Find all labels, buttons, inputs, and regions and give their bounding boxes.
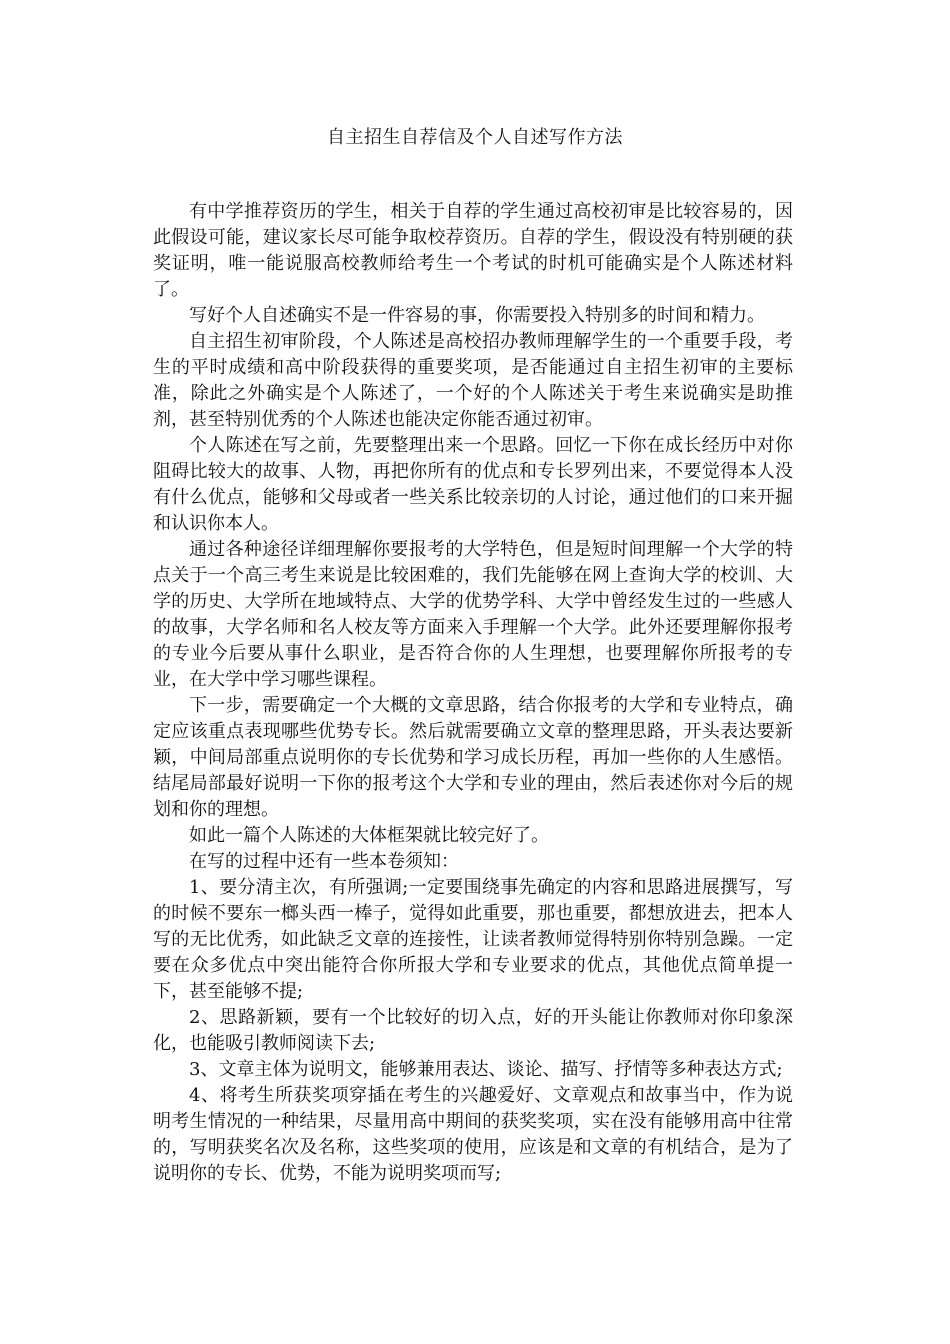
paragraph-9: 1、要分清主次，有所强调;一定要围绕事先确定的内容和思路进展撰写，写的时候不要东一榔头西一棒子，觉得如此重要，那也重要，都想放进去，把本人写的无比优秀，如此缺乏文章的连接性，让读者教师觉得特别你特别急躁。一定要在众多优点中突出能符合你所报大学和专业要求的优点，其他优点简单提一下，甚至能够不提; xyxy=(153,877,793,1002)
paragraph-2: 写好个人自述确实不是一件容易的事，你需要投入特别多的时间和精力。 xyxy=(189,305,765,326)
paragraph-3: 自主招生初审阶段，个人陈述是高校招办教师理解学生的一个重要手段，考生的平时成绩和高中阶段获得的重要奖项，是否能通过自主招生初审的主要标准，除此之外确实是个人陈述了，一个好的个人陈述关于考生来说确实是助推剂，甚至特别优秀的个人陈述也能决定你能否通过初审。 xyxy=(153,331,793,430)
paragraph-11: 3、文章主体为说明文，能够兼用表达、谈论、描写、抒情等多种表达方式; xyxy=(189,1059,783,1080)
paragraph-7: 如此一篇个人陈述的大体框架就比较完好了。 xyxy=(189,825,549,846)
document-title: 自主招生自荐信及个人自述写作方法 xyxy=(327,127,623,148)
paragraph-4: 个人陈述在写之前，先要整理出来一个思路。回忆一下你在成长经历中对你阻碍比较大的故事、人物，再把你所有的优点和专长罗列出来，不要觉得本人没有什么优点，能够和父母或者一些关系比较亲切的人讨论，通过他们的口来开掘和认识你本人。 xyxy=(153,435,793,534)
paragraph-12: 4、将考生所获奖项穿插在考生的兴趣爱好、文章观点和故事当中，作为说明考生情况的一种结果，尽量用高中期间的获奖奖项，实在没有能够用高中往常的，写明获奖名次及名称，这些奖项的使用，应该是和文章的有机结合，是为了说明你的专长、优势，不能为说明奖项而写; xyxy=(153,1085,793,1184)
paragraph-5: 通过各种途径详细理解你要报考的大学特色，但是短时间理解一个大学的特点关于一个高三考生来说是比较困难的，我们先能够在网上查询大学的校训、大学的历史、大学所在地域特点、大学的优势学科、大学中曾经发生过的一些感人的故事，大学名师和名人校友等方面来入手理解一个大学。此外还要理解你报考的专业今后要从事什么职业，是否符合你的人生理想，也要理解你所报考的专业，在大学中学习哪些课程。 xyxy=(153,539,793,690)
paragraph-6: 下一步，需要确定一个大概的文章思路，结合你报考的大学和专业特点，确定应该重点表现哪些优势专长。然后就需要确立文章的整理思路，开头表达要新颖，中间局部重点说明你的专长优势和学习成长历程，再加一些你的人生感悟。结尾局部最好说明一下你的报考这个大学和专业的理由，然后表述你对今后的规划和你的理想。 xyxy=(153,695,793,820)
paragraph-10: 2、思路新颖，要有一个比较好的切入点，好的开头能让你教师对你印象深化，也能吸引教师阅读下去; xyxy=(153,1007,793,1054)
document-body xyxy=(153,199,793,1187)
paragraph-1: 有中学推荐资历的学生，相关于自荐的学生通过高校初审是比较容易的，因此假设可能，建议家长尽可能争取校荐资历。自荐的学生，假设没有特别硬的获奖证明，唯一能说服高校教师给考生一个考试的时机可能确实是个人陈述材料了。 xyxy=(153,201,793,300)
paragraph-8: 在写的过程中还有一些本卷须知： xyxy=(189,851,459,872)
